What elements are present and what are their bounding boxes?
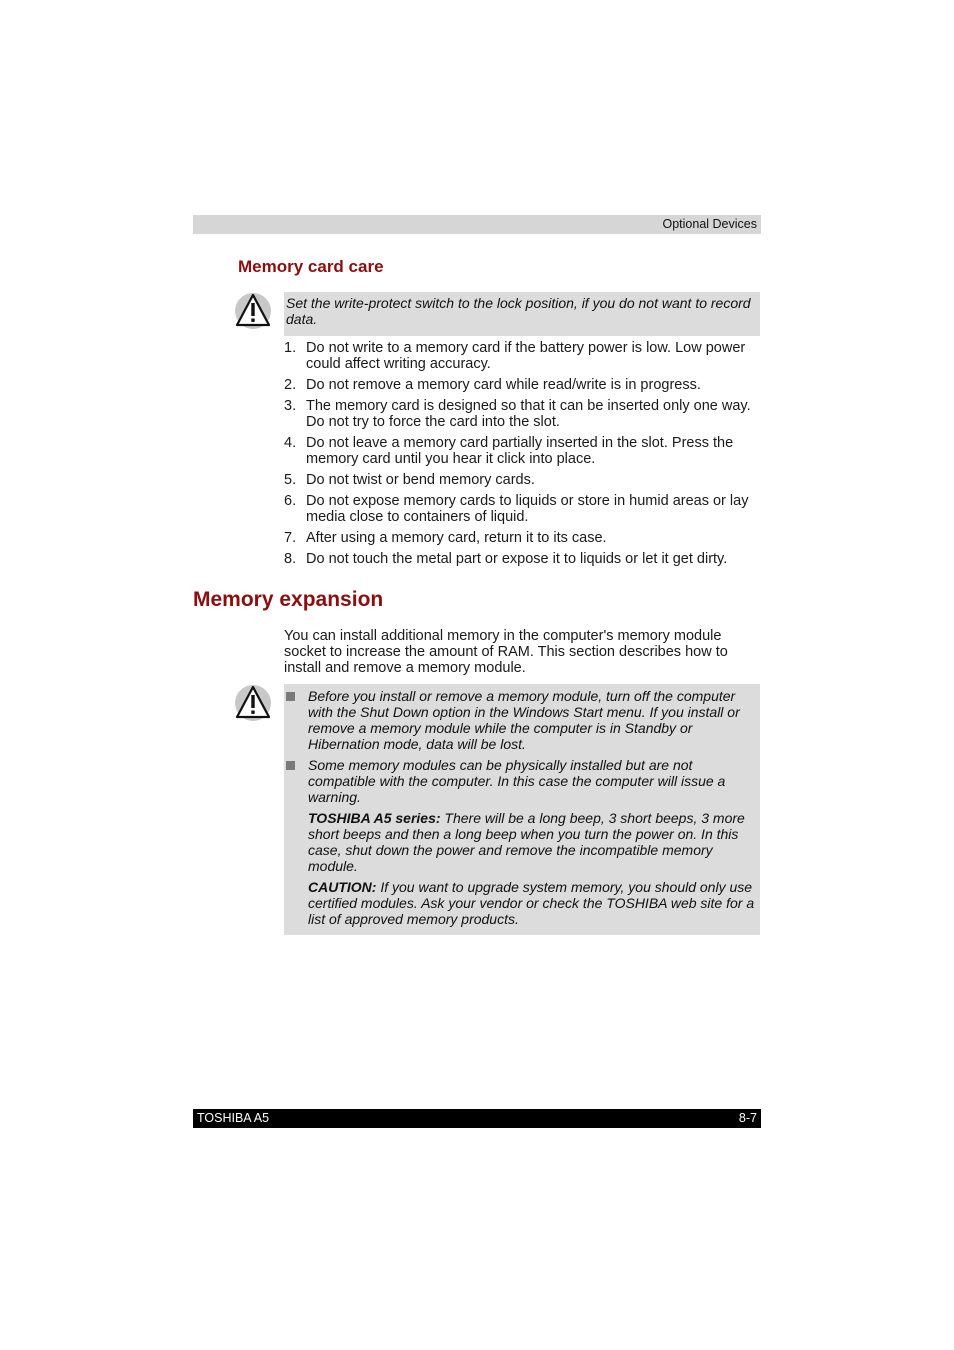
note-bullet-item: Some memory modules can be physically installed but are not compatible with the computer. In this case the computer will issue a warning. [284, 757, 756, 805]
footer-bar [193, 1109, 761, 1128]
list-item: 6. Do not expose memory cards to liquids or store in humid areas or lay media close to containers of liquid. [284, 493, 749, 525]
page-number: 8-7 [738, 1111, 757, 1125]
list-item: 1. Do not write to a memory card if the battery power is low. Low power could affect writing accuracy. [284, 340, 746, 372]
list-item: 3. The memory card is designed so that it can be inserted only one way. Do not try to force the card into the slot. [284, 398, 751, 430]
note-bullet-item: Before you install or remove a memory module, turn off the computer with the Shut Down option in the Windows Start menu. If you install or remove a memory module while the computer is in Standby or Hibernation mode, data will be lost. [284, 688, 756, 752]
square-bullet-icon [286, 761, 295, 770]
header-bar [193, 215, 761, 234]
intro-paragraph: You can install additional memory in the computer's memory module socket to increase the amount of RAM. This section describes how to install and remove a memory module. [284, 628, 728, 676]
warning-icon [234, 292, 272, 330]
write-protect-note [284, 292, 760, 336]
list-item: 7. After using a memory card, return it to its case. [284, 530, 607, 546]
memory-card-care-heading: Memory card care [238, 257, 384, 276]
caution-note: CAUTION: If you want to upgrade system memory, you should only use certified modules. Ask your vendor or check the TOSHIBA web site for a list of approved memory products. [308, 879, 755, 927]
care-list [284, 340, 760, 572]
section-title: Optional Devices [662, 217, 757, 231]
list-item: 8. Do not touch the metal part or expose it to liquids or let it get dirty. [284, 551, 728, 567]
list-item: 5. Do not twist or bend memory cards. [284, 472, 535, 488]
memory-expansion-heading: Memory expansion [193, 588, 384, 611]
series-note: TOSHIBA A5 series: There will be a long beep, 3 short beeps, 3 more short beeps and then a long beep when you turn the power on. In this case, shut down the power and remove the incompatible memory module. [308, 810, 745, 874]
square-bullet-icon [286, 692, 295, 701]
memory-warning-note [284, 684, 760, 935]
footer-model: TOSHIBA A5 [197, 1111, 270, 1125]
warning-icon [234, 684, 272, 722]
list-item: 2. Do not remove a memory card while read/write is in progress. [284, 377, 701, 393]
note-text: Set the write-protect switch to the lock position, if you do not want to record data. [286, 295, 751, 327]
list-item: 4. Do not leave a memory card partially inserted in the slot. Press the memory card until you hear it click into place. [284, 435, 734, 467]
